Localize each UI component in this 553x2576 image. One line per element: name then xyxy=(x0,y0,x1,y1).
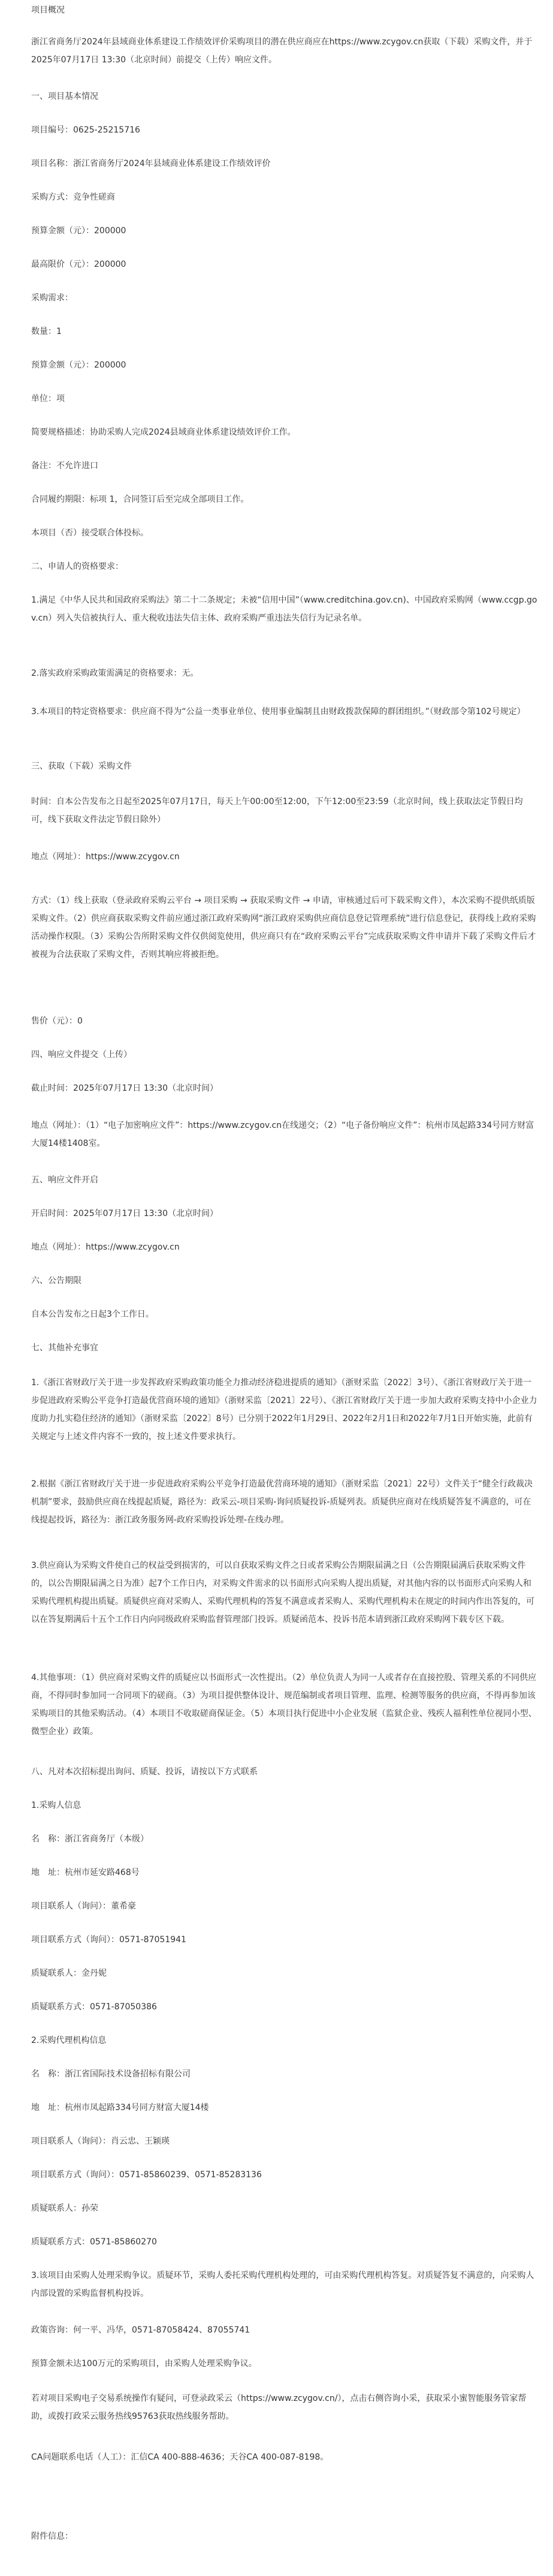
open-place: 地点（网址）：https://www.zcygov.cn xyxy=(31,1242,180,1252)
section-8-title: 八、凡对本次招标提出询问、质疑、投诉，请按以下方式联系 xyxy=(31,1767,258,1777)
ca-contact: CA问题联系电话（人工）：汇信CA 400-888-4636；天谷CA 400-087-8198。 xyxy=(31,2452,329,2462)
agency-query-phone: 质疑联系方式：0571-85860270 xyxy=(31,2237,157,2247)
brief-spec: 简要规格描述：协助采购人完成2024县域商业体系建设绩效评价工作。 xyxy=(31,428,296,437)
submit-place: 地点（网址）：（1）“电子加密响应文件”：https://www.zcygov.cn在线递交；（2）“电子备份响应文件”：杭州市凤起路334号同方财富大厦14楼1408室。 xyxy=(31,1121,534,1148)
agency-address: 地 址：杭州市凤起路334号同方财富大厦14楼 xyxy=(31,2103,209,2112)
budget-dispute-note: 预算金额未达100万元的采购项目，由采购人处理采购争议。 xyxy=(31,2359,257,2369)
project-name: 项目名称：浙江省商务厅2024年县域商业体系建设工作绩效评价 xyxy=(31,159,271,168)
policy-consult: 政策咨询：何一平、冯华，0571-87058424、87055741 xyxy=(31,2325,250,2335)
procurement-method: 采购方式：竞争性磋商 xyxy=(31,192,115,202)
purchaser-address: 地 址：杭州市延安路468号 xyxy=(31,1868,140,1877)
other-item-2: 2.根据《浙江省财政厅关于进一步促进政府采购公平竞争打造最优营商环境的通知》（浙财采监〔2021〕22号）文件关于“健全行政裁决机制”要求，鼓励供应商在线提起质疑，路径为：政采云-项目采购-询问质疑投诉-质疑列表。质疑供应商对在线质疑答复不满意的，可在线提起投诉，路径为：浙江政务服务网-政府采购投诉处理-在线办理。 xyxy=(31,1479,533,1525)
qualification-2: 2.落实政府采购政策需满足的资格要求：无。 xyxy=(31,669,199,678)
purchaser-info-title: 1.采购人信息 xyxy=(31,1801,81,1810)
purchaser-contact: 项目联系人（询问）：董希豪 xyxy=(31,1901,136,1911)
section-2-title: 二、申请人的资格要求： xyxy=(31,562,123,571)
section-3-title: 三、获取（下载）采购文件 xyxy=(31,762,132,771)
attachment-info: 附件信息： xyxy=(31,2532,73,2541)
get-file-place: 地点（网址）：https://www.zcygov.cn xyxy=(31,852,180,862)
section-4-title: 四、响应文件提交（上传） xyxy=(31,1050,132,1060)
max-price: 最高限价（元）：200000 xyxy=(31,260,126,269)
dispute-handling: 3.该项目由采购人处理采购争议。质疑环节，采购人委托采购代理机构处理的，可由采购代理机构答复。对质疑答复不满意的，向采购人内部设置的采购监督机构投诉。 xyxy=(31,2271,534,2298)
file-price: 售价（元）：0 xyxy=(31,1016,83,1026)
budget-amount-2: 预算金额（元）：200000 xyxy=(31,360,126,370)
section-5-title: 五、响应文件开启 xyxy=(31,1175,98,1185)
open-time: 开启时间：2025年07月17日 13:30（北京时间） xyxy=(31,1209,219,1218)
qualification-1: 1.满足《中华人民共和国政府采购法》第二十二条规定；未被“信用中国”（www.creditchina.gov.cn)、中国政府采购网（www.ccgp.gov.cn）列入失信被执行人、重大税收违法失信主体、政府采购严重违法失信行为记录名单。 xyxy=(31,595,537,623)
section-6-title: 六、公告期限 xyxy=(31,1276,81,1286)
intro-paragraph: 浙江省商务厅2024年县域商业体系建设工作绩效评价采购项目的潜在供应商应在https://www.zcygov.cn获取（下载）采购文件，并于2025年07月17日 13:30（北京时间）前提交（上传）响应文件。 xyxy=(31,37,533,65)
agency-info-title: 2.采购代理机构信息 xyxy=(31,2036,107,2045)
remark: 备注：不允许进口 xyxy=(31,461,98,471)
unit: 单位：项 xyxy=(31,394,65,404)
budget-amount: 预算金额（元）：200000 xyxy=(31,226,126,236)
agency-query-contact: 质疑联系人：孙荣 xyxy=(31,2204,98,2213)
tech-support: 若对项目采购电子交易系统操作有疑问，可登录政采云（https://www.zcygov.cn/），点击右侧咨询小采，获取采小蜜智能服务管家帮助，或拨打政采云服务热线95763获取热线服务帮助。 xyxy=(31,2394,527,2421)
other-item-4: 4.其他事项：（1）供应商对采购文件的质疑应以书面形式一次性提出。（2）单位负责人为同一人或者存在直接控股、管理关系的不同供应商，不得同时参加同一合同项下的磋商。（3）为项目提供整体设计、规范编制或者项目管理、监理、检测等服务的供应商，不得再参加该采购项目的其他采购活动。（4）本项目不收取磋商保证金。（5）本项目执行促进中小企业发展（监狱企业、残疾人福利性单位视同小型、微型企业）政策。 xyxy=(31,1673,537,1737)
purchaser-name: 名 称：浙江省商务厅（本级） xyxy=(31,1834,149,1844)
purchaser-phone: 项目联系方式（询问）：0571-87051941 xyxy=(31,1935,186,1945)
heading-overview: 项目概况 xyxy=(31,5,65,15)
purchaser-query-phone: 质疑联系方式：0571-87050386 xyxy=(31,2002,157,2012)
agency-contact: 项目联系人（询问）：肖云忠、王颖瑛 xyxy=(31,2136,170,2146)
agency-name: 名 称：浙江省国际技术设备招标有限公司 xyxy=(31,2069,191,2079)
get-file-time: 时间：自本公告发布之日起至2025年07月17日，每天上午00:00至12:00，下午12:00至23:59（北京时间，线上获取法定节假日均可，线下获取文件法定节假日除外） xyxy=(31,797,523,824)
contract-period: 合同履约期限：标项 1，合同签订后至完成全部项目工作。 xyxy=(31,495,249,504)
other-item-1: 1.《浙江省财政厅关于进一步发挥政府采购政策功能全力推动经济稳进提质的通知》（浙财采监〔2022〕3号）、《浙江省财政厅关于进一步促进政府采购公平竞争打造最优营商环境的通知》（浙财采监〔2021〕22号）、《浙江省财政厅关于进一步加大政府采购支持中小企业力度助力扎实稳住经济的通知》（浙财采监〔2022〕8号）已分别于2022年1月29日、2022年2月1日和2022年7月1日开始实施，此前有关规定与上述文件内容不一致的，按上述文件要求执行。 xyxy=(31,1378,537,1442)
project-number: 项目编号：0625-25215716 xyxy=(31,125,140,135)
agency-phone: 项目联系方式（询问）：0571-85860239、0571-85283136 xyxy=(31,2170,262,2180)
section-7-title: 七、其他补充事宜 xyxy=(31,1343,98,1353)
procurement-demand: 采购需求： xyxy=(31,293,73,303)
quantity: 数量：1 xyxy=(31,327,62,336)
announcement-period: 自本公告发布之日起3个工作日。 xyxy=(31,1310,154,1319)
qualification-3: 3.本项目的特定资格要求：供应商不得为“公益一类事业单位、使用事业编制且由财政拨款保障的群团组织。”（财政部令第102号规定） xyxy=(31,707,525,717)
purchaser-query-contact: 质疑联系人：金丹妮 xyxy=(31,1969,107,1978)
submit-deadline: 截止时间：2025年07月17日 13:30（北京时间） xyxy=(31,1084,219,1093)
section-1-title: 一、项目基本情况 xyxy=(31,92,98,101)
consortium-note: 本项目（否）接受联合体投标。 xyxy=(31,528,149,538)
other-item-3: 3.供应商认为采购文件使自己的权益受到损害的，可以自获取采购文件之日或者采购公告期限届满之日（公告期限届满后获取采购文件的，以公告期限届满之日为准）起7个工作日内，对采购文件需求的以书面形式向采购人提出质疑，对其他内容的以书面形式向采购人和采购代理机构提出质疑。质疑供应商对采购人、采购代理机构的答复不满意或者采购人、采购代理机构未在规定的时间内作出答复的，可以在答复期满后十五个工作日内向同级政府采购监督管理部门投诉。质疑函范本、投诉书范本请到浙江政府采购网下载专区下载。 xyxy=(31,1561,534,1624)
get-file-way: 方式：（1）线上获取（登录政府采购云平台 → 项目采购 → 获取采购文件 → 申请，审核通过后可下载采购文件），本次采购不提供纸质版采购文件。（2）供应商获取采购文件前应通过浙江政府采购网“浙江政府采购供应商信息登记管理系统”进行信息登记，获得线上政府采购活动操作权限。（3）采购公告所附采购文件仅供阅览使用，供应商只有在“政府采购云平台”完成获取采购文件申请并下载了采购文件后才被视为合法获取了采购文件，否则其响应将被拒绝。 xyxy=(31,896,536,959)
